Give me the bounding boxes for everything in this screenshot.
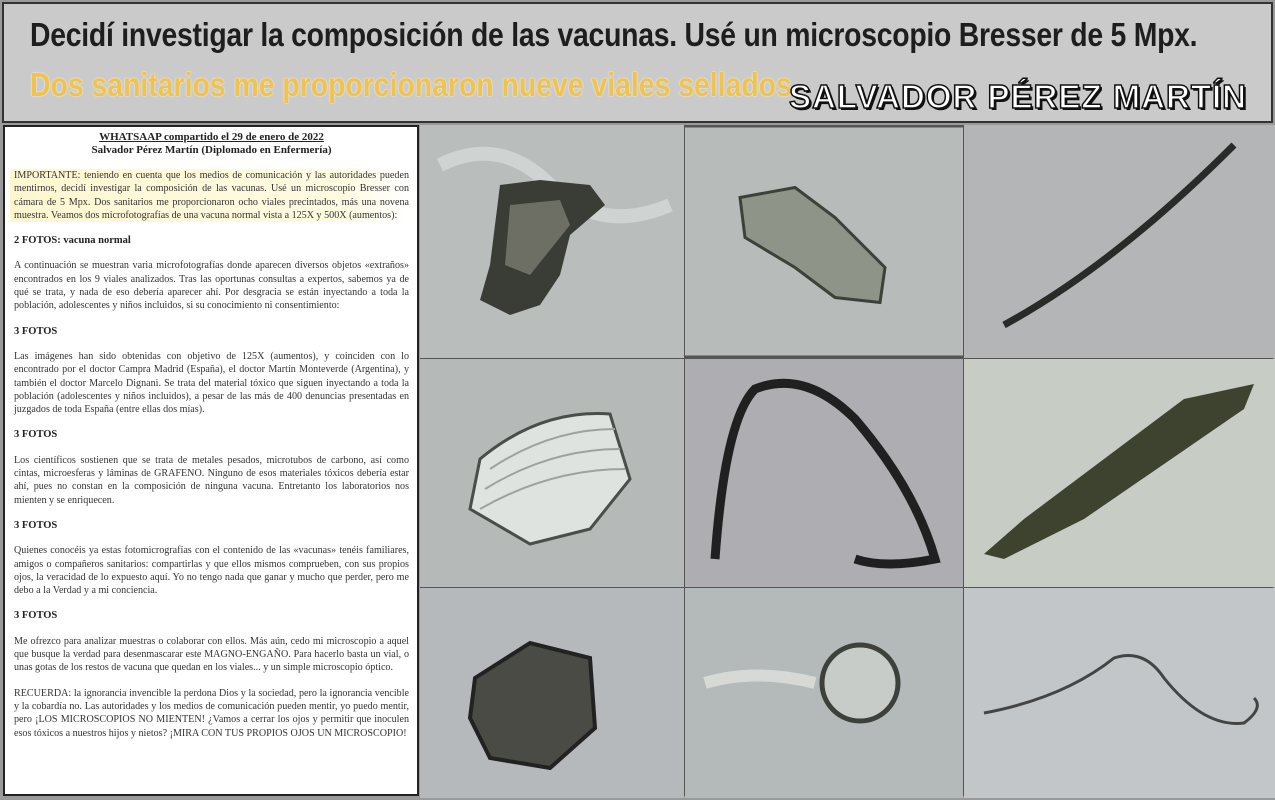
- micrograph-7: [420, 588, 684, 798]
- title-line-1: Decidí investigar la composición de las vacunas. Usé un microscopio Bresser de 5 Mpx.: [30, 16, 1198, 53]
- micrograph-1: [420, 125, 684, 358]
- micrograph-8: [685, 588, 963, 798]
- paragraph: Los científicos sostienen que se trata de metales pesados, microtubos de carbono, así como cintas, microesferas y láminas de GRAFENO. Ninguno de esos materiales tóxicos debería estar ahí, pues no constan en la composición de ninguna vacuna. Entretanto los laboratorios nos mienten y se enriquecen.: [14, 454, 409, 506]
- paragraph: Las imágenes han sido obtenidas con objetivo de 125X (aumentos), y coinciden con lo encontrado por el doctor Campra Madrid (España), el doctor Martín Monteverde (Argentina), y también el doctor Marcelo Dignani. Se trata del material tóxico que siguen inyectando a toda la población (adolescentes y niños incluidos), a pesar de las más de 400 denuncias presentadas en juzgados de toda España (entre ellas dos mías).: [14, 350, 409, 416]
- article-panel: [3, 125, 419, 796]
- micrograph-4: [420, 359, 684, 587]
- micrograph-3: [964, 125, 1275, 358]
- paragraph: A continuación se muestran varia microfotografías donde aparecen diversos objetos «extraños» encontrados en los 9 viales analizados. Tras las oportunas consultas a expertos, sabemos ya de qué se trata, y nada de eso debería aparecer ahí. Por desgracia se están inyectando a toda la población, adolescentes y niños incluidos, si su conocimiento ni consentimiento:: [14, 260, 409, 312]
- intro-paragraph: IMPORTANTE: teniendo en cuenta que los medios de comunicación y las autoridades pueden mentirnos, decidí investigar la composición de las vacunas. Usé un microscopio Bresser con cámara de 5 Mpx. Dos sanitarios me proporcionaron ocho viales precintados, más una novena muestra. Veamos dos microfotografías de una vacuna normal vista a 125X y 500X (aumentos):: [10, 169, 409, 222]
- micrograph-2: [685, 125, 963, 358]
- micrograph-6: [964, 359, 1275, 587]
- section-heading: 3 FOTOS: [14, 519, 58, 531]
- micrograph-9: [964, 588, 1275, 798]
- paragraph: Quienes conocéis ya estas fotomicrografías con el contenido de las «vacunas» tenéis familiares, amigos o compañeros sanitarios: compartirlas y que ellos mismos comprueben, con sus propios ojos, la veracidad de lo expuesto aquí. Yo no tengo nada que ganar y mucho que perder, pero me debo a la Verdad y a mi conciencia.: [14, 545, 409, 597]
- micrograph-5: [685, 359, 963, 587]
- section-heading: 2 FOTOS: vacuna normal: [14, 235, 131, 247]
- header-banner: [2, 2, 1273, 123]
- author-name: SALVADOR PÉREZ MARTÍN: [789, 78, 1247, 115]
- micrograph-grid: [420, 125, 1273, 796]
- section-heading: 3 FOTOS: [14, 610, 58, 622]
- paragraph: Me ofrezco para analizar muestras o colaborar con ellos. Más aún, cedo mi microscopio a aquel que busque la verdad para desenmascarar este MAGNO-ENGAÑO. Para hacerlo basta un vial, o unas gotas de los restos de vacuna que quedan en los viales... y un simple microscopio óptico.: [14, 635, 409, 674]
- section-heading: 3 FOTOS: [14, 429, 58, 441]
- closing-paragraph: RECUERDA: la ignorancia invencible la perdona Dios y la sociedad, pero la ignorancia vencible y la cobardía no. Las autoridades y los medios de comunicación pueden mentir, yo puedo mentir, pero ¡LOS MICROSCOPIOS NO MIENTEN! ¿Vamos a cerrar los ojos y permitir que inoculen esos tóxicos a nuestros hijos y nietos? ¡MIRA CON TUS PROPIOS OJOS UN MICROSCOPIO!: [14, 687, 409, 739]
- article-heading: WHATSAAP compartido el 29 de enero de 2022: [99, 131, 324, 143]
- article-byline: Salvador Pérez Martín (Diplomado en Enfermería): [91, 144, 332, 156]
- title-line-2: Dos sanitarios me proporcionaron nueve viales sellados.: [30, 66, 800, 103]
- section-heading: 3 FOTOS: [14, 325, 58, 337]
